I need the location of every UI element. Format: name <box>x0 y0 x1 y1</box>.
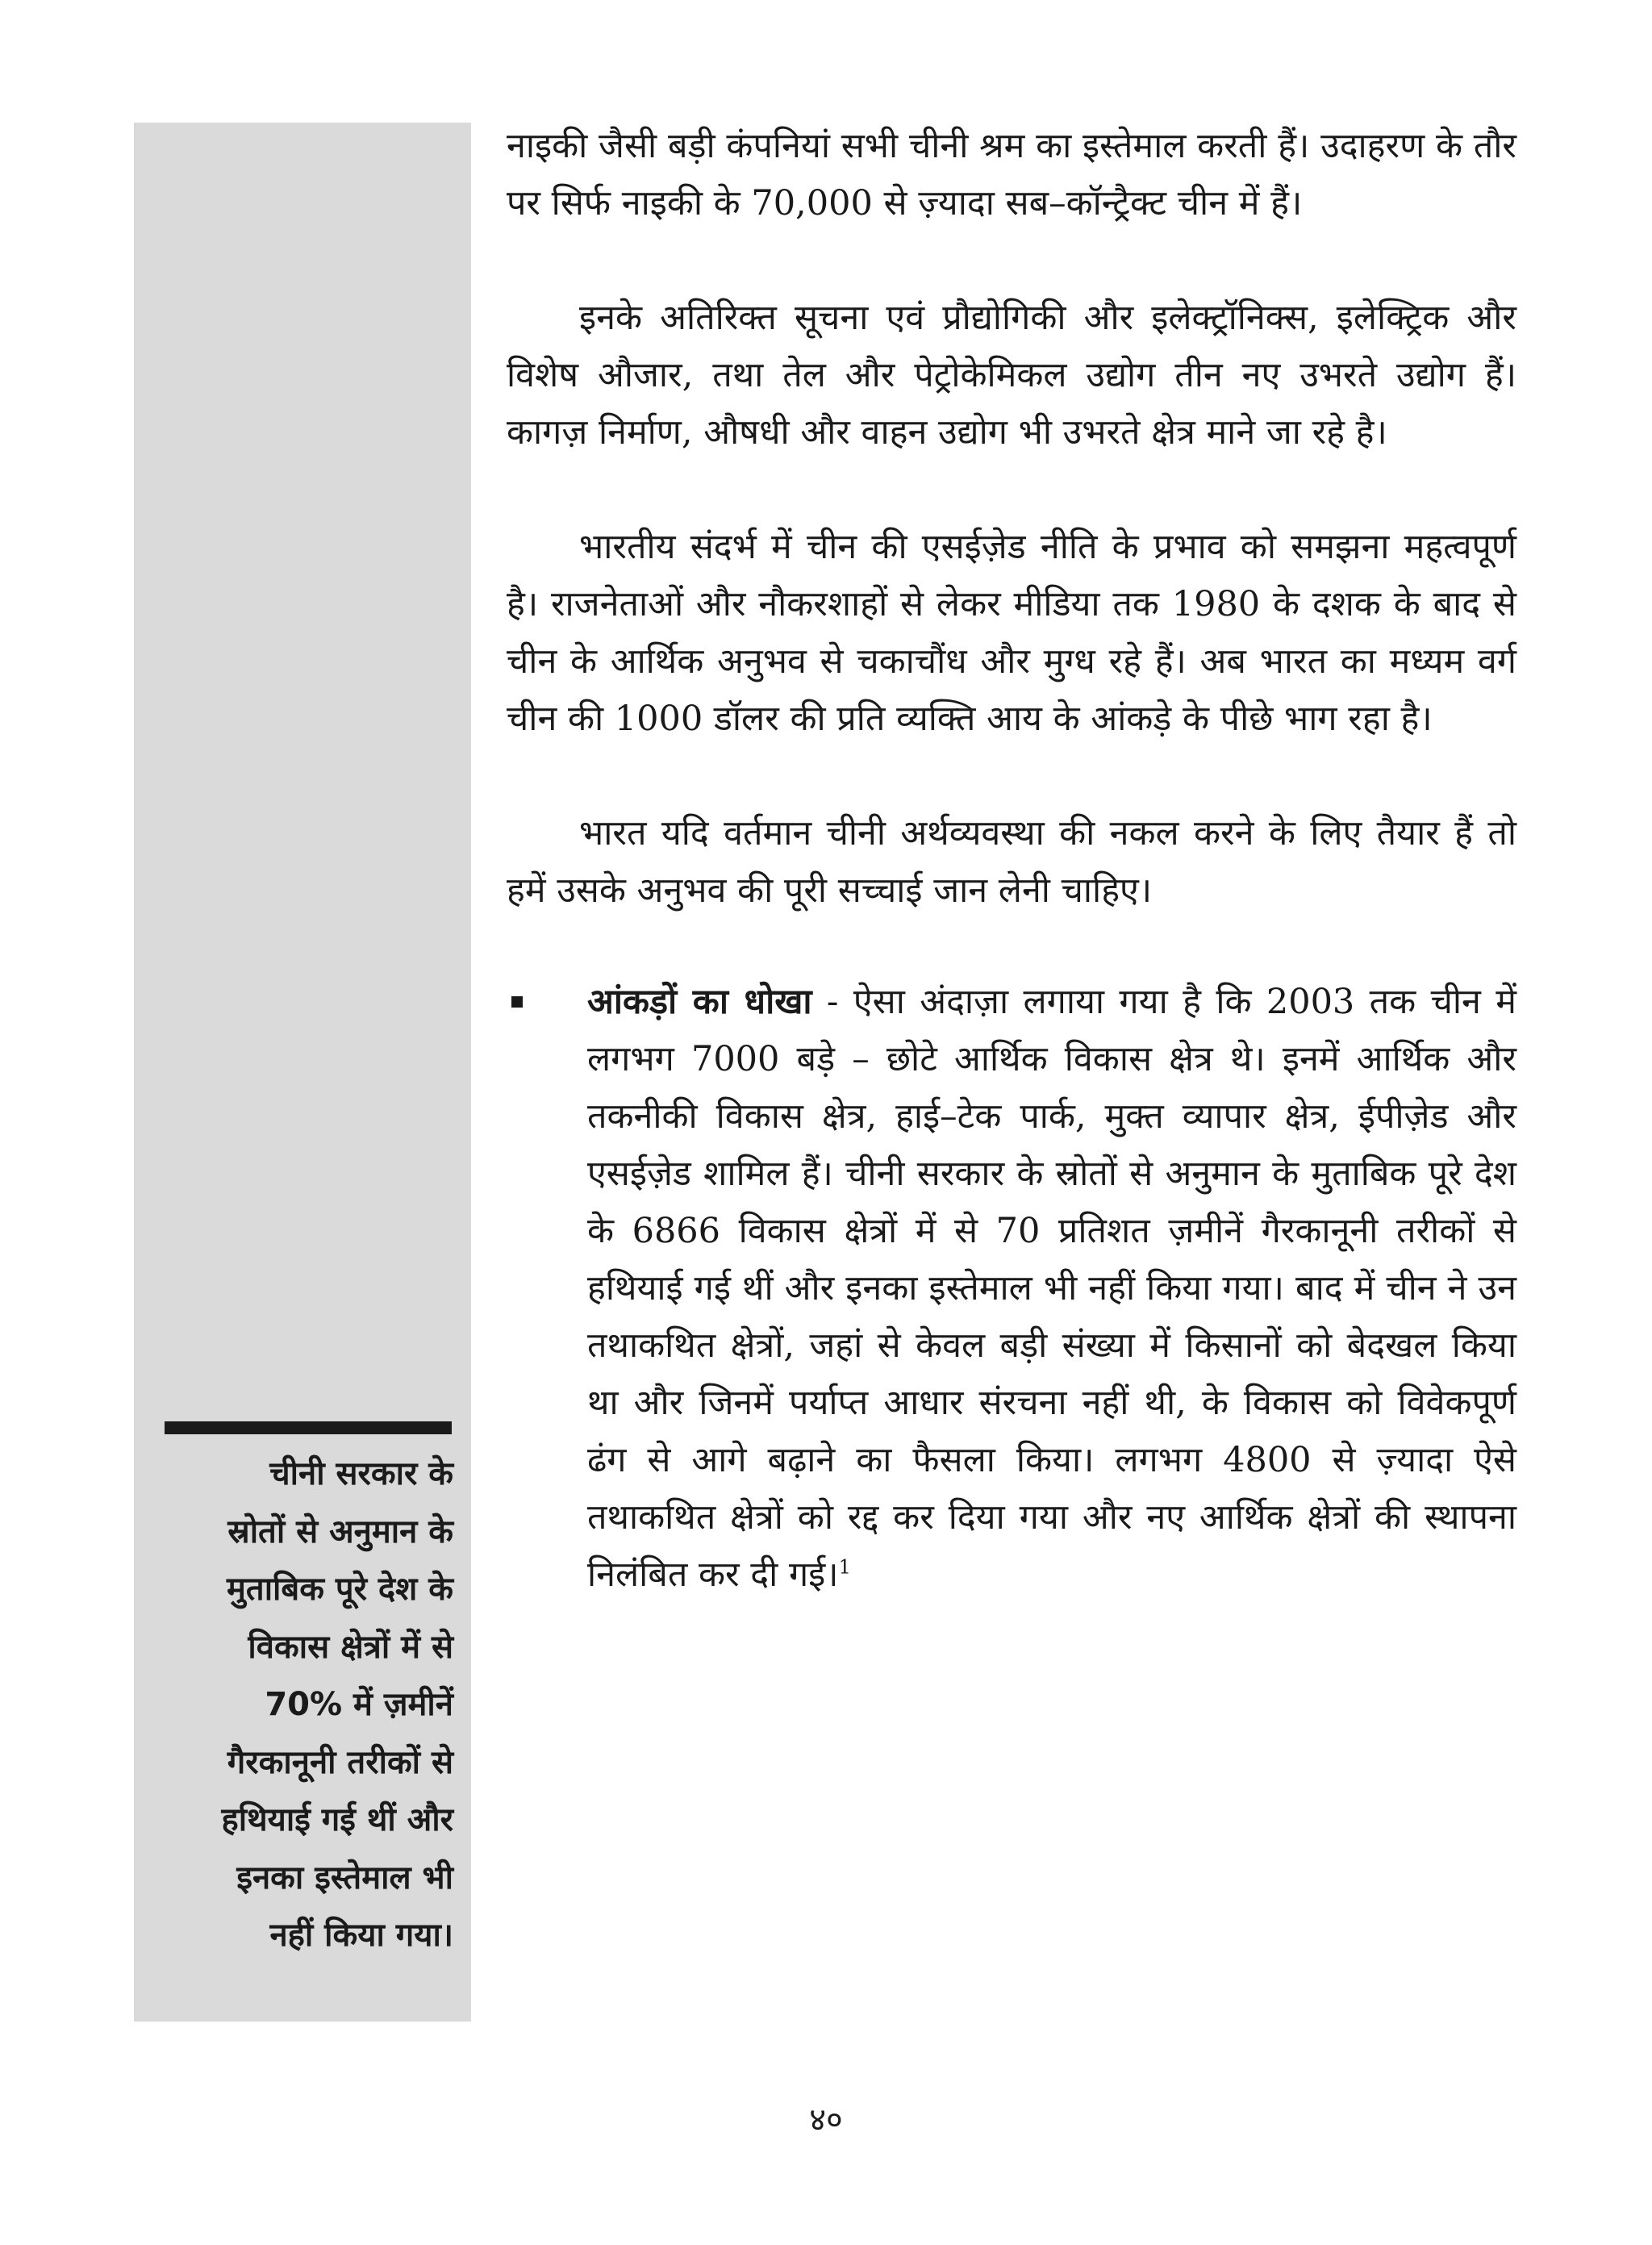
pull-quote-line: विकास क्षेत्रों में से <box>248 1628 453 1666</box>
footnote-reference[interactable]: 1 <box>838 1555 851 1579</box>
pull-quote-line: 70% में ज़मीनें <box>265 1686 453 1723</box>
page-number: ४० <box>809 2101 843 2139</box>
bullet-heading: आंकड़ों का धोखा <box>587 982 812 1022</box>
sidebar-panel <box>134 123 471 2022</box>
bullet-item-data-deception <box>507 974 1516 1604</box>
sidebar-rule <box>165 1421 452 1434</box>
pull-quote-line: हथियाई गई थीं और <box>221 1801 453 1838</box>
paragraph-nike-labour: नाइकी जैसी बड़ी कंपनियां सभी चीनी श्रम का इस्तेमाल करती हैं। उदाहरण के तौर पर सिर्फ नाइकी के 70,000 से ज़्यादा सब–कॉन्ट्रैक्ट चीन में हैं। <box>507 126 1516 223</box>
pull-quote-line: स्रोतों से अनुमान के <box>227 1513 453 1550</box>
pull-quote-line: गैरकानूनी तरीकों से <box>227 1743 453 1781</box>
pull-quote-line: इनका इस्तेमाल भी <box>236 1859 453 1897</box>
bullet-text: - ऐसा अंदाज़ा लगाया गया है कि 2003 तक चीन में लगभग 7000 बड़े – छोटे आर्थिक विकास क्षेत्र थे। इनमें आर्थिक और तकनीकी विकास क्षेत्र, हाई–टेक पार्क, मुक्त व्यापार क्षेत्र, ईपीज़ेड और एसईज़ेड शामिल हैं। चीनी सरकार के स्रोतों से अनुमान के मुताबिक पूरे देश के 6866 विकास क्षेत्रों में से 70 प्रतिशत ज़मीनें गैरकानूनी तरीकों से हथियाई गई थीं और इनका इस्तेमाल भी नहीं किया गया। बाद में चीन ने उन तथाकथित क्षेत्रों, जहां से केवल बड़ी संख्या में किसानों को बेदखल किया था और जिनमें पर्याप्त आधार संरचना नहीं थी, के विकास को विवेकपूर्ण ढंग से आगे बढ़ाने का फैसला किया। लगभग 4800 से ज़्यादा ऐसे तथाकथित क्षेत्रों को रद्द कर दिया गया और नए आर्थिक क्षेत्रों की स्थापना निलंबित कर दी गई। <box>587 982 1517 1595</box>
main-text-column <box>507 118 1516 1604</box>
square-bullet-icon <box>511 996 523 1008</box>
pull-quote-line: नहीं किया गया। <box>269 1917 453 1954</box>
pull-quote-line: चीनी सरकार के <box>269 1455 453 1492</box>
paragraph-indian-context: भारतीय संदर्भ में चीन की एसईज़ेड नीति के प्रभाव को समझना महत्वपूर्ण है। राजनेताओं और नौकरशाहों से लेकर मीडिया तक 1980 के दशक के बाद से चीन के आर्थिक अनुभव से चकाचौंध और मुग्ध रहे हैं। अब भारत का मध्यम वर्ग चीन की 1000 डॉलर की प्रति व्यक्ति आय के आंकड़े के पीछे भाग रहा है। <box>507 527 1516 739</box>
pull-quote-line: मुताबिक पूरे देश के <box>226 1571 453 1608</box>
paragraph-india-imitation: भारत यदि वर्तमान चीनी अर्थव्यवस्था की नकल करने के लिए तैयार हैं तो हमें उसके अनुभव की पूरी सच्चाई जान लेनी चाहिए। <box>507 813 1516 911</box>
paragraph-emerging-industries: इनके अतिरिक्त सूचना एवं प्रौद्योगिकी और इलेक्ट्रॉनिक्स, इलेक्ट्रिक और विशेष औजार, तथा तेल और पेट्रोकेमिकल उद्योग तीन नए उभरते उद्योग हैं। कागज़ निर्माण, औषधी और वाहन उद्योग भी उभरते क्षेत्र माने जा रहे है। <box>507 298 1516 453</box>
pull-quote <box>150 1446 453 1965</box>
